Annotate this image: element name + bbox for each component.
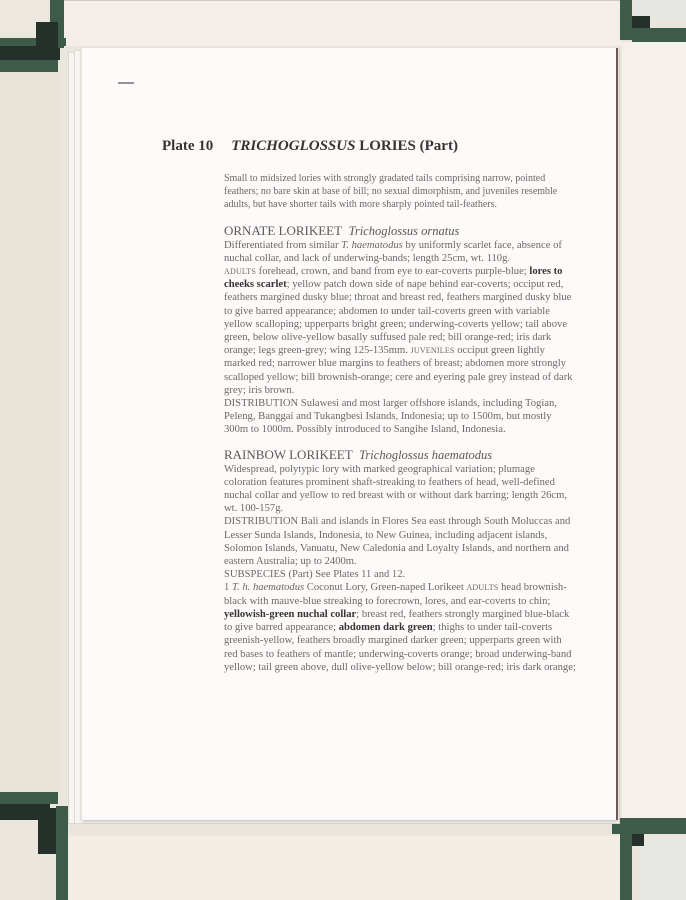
folder-corner-bottom-left — [0, 826, 40, 900]
binding-strip — [0, 792, 58, 804]
species-heading — [224, 223, 576, 239]
page-body — [224, 172, 576, 674]
text: Sulawesi and most larger offshore islands, including Togian, Peleng, Banggai and Tukangbesi Islands, Indonesia; up to 1500m, but mostly 300m to 1000m. Possibly introduced to Sangihe Island, Indonesia. — [224, 398, 557, 436]
text-bold: abdomen dark green — [338, 622, 433, 634]
binding-strip — [632, 16, 650, 28]
adults-label: ADULTS — [224, 267, 257, 277]
scientific-name: Trichoglossus ornatus — [348, 223, 460, 238]
genus-name: TRICHOGLOSSUS — [231, 138, 356, 154]
text-italic: T. haematodus — [341, 239, 403, 251]
subspecies-number: 1 — [224, 582, 232, 594]
distribution-label: DISTRIBUTION — [224, 516, 299, 528]
subspecies-common-name: Coconut Lory, Green-naped Lorikeet — [304, 582, 467, 594]
binding-strip — [38, 808, 56, 854]
text: (Part) See Plates 11 and 12. — [285, 569, 406, 581]
page-title — [162, 138, 458, 155]
adults-label: ADULTS — [466, 583, 499, 593]
text-bold: yellowish-green nuchal collar — [224, 608, 357, 620]
folder-flap-left — [0, 62, 58, 802]
text: ; breast red, feathers strongly margined blue-black to give barred appearance; — [224, 608, 570, 634]
species-subspecies — [224, 568, 576, 581]
scientific-name: Trichoglossus haematodus — [359, 447, 493, 462]
title-rest: LORIES (Part) — [355, 138, 458, 154]
plate-number: Plate 10 — [162, 138, 214, 154]
text: head brownish-black with mauve-blue streaking to forecrown, lores, and ear-coverts to chin; — [224, 582, 567, 607]
species-diagnosis — [224, 239, 576, 265]
subspecies-name: T. h. haematodus — [231, 582, 305, 594]
binding-strip — [612, 818, 686, 834]
binding-strip — [36, 22, 58, 50]
folder-flap-bottom — [66, 836, 620, 900]
juveniles-label: JUVENILES — [410, 346, 455, 356]
common-name: RAINBOW LORIKEET — [224, 446, 353, 462]
text: by uniformly scarlet face, absence of nuchal collar, and lack of underwing-bands; length 25cm, wt. 110g. — [224, 239, 562, 264]
species-adults — [224, 265, 576, 397]
text: ; thighs to under tail-coverts greenish-yellow, feathers broadly margined darker green; upperparts green with red bases to feathers of mantle; underwing-coverts orange; broad underwing-band yellow; tail green above, dull olive-yellow below; bill orange-red; iris dark orange; — [224, 622, 576, 673]
folder-flap-right — [622, 42, 686, 822]
species-distribution — [224, 397, 576, 437]
text: Differentiated from similar — [224, 239, 342, 251]
species-entry-ornate-lorikeet — [224, 223, 576, 437]
species-heading — [224, 447, 576, 463]
text: occiput green lightly marked red; narrower blue margins to feathers of breast; abdomen more strongly scalloped yellow; bill brownish-orange; cere and eyering pale grey instead of dark grey; iris brown. — [224, 345, 573, 396]
binding-strip — [620, 834, 632, 900]
binding-strip — [632, 28, 686, 42]
intro-paragraph: Small to midsized lories with strongly gradated tails comprising narrow, pointed feathers; no bare skin at base of bill; no sexual dimorphism, and juveniles resemble adults, but have shorter tails with more sharply pointed tail-feathers. — [224, 173, 558, 211]
text: forehead, crown, and band from eye to ear-coverts purple-blue; — [256, 266, 530, 278]
distribution-label: DISTRIBUTION — [224, 398, 299, 410]
text-bold: lores to cheeks scarlet — [224, 266, 563, 291]
document-page — [82, 48, 618, 820]
text: ; yellow patch down side of nape behind ear-coverts; occiput red, feathers margined dusky blue; throat and breast red, feathers margined dusky blue to give barred appearance; abdomen to under tail-coverts green with variable yellow scalloping; upperparts bright green; underwing-coverts yellow; tail above green, below olive-yellow basally suffused pale red; bill orange-red; iris dark orange; legs green-grey; wing 125-135mm. — [224, 279, 572, 357]
text: Bali and islands in Flores Sea east through South Moluccas and Lesser Sunda Islands, Indonesia, to New Guinea, including adjacent islands, Solomon Islands, Vanuatu, New Caledonia and Loyalty Islands, and northern and eastern Australia; up to 2400m. — [224, 516, 571, 568]
common-name: ORNATE LORIKEET — [224, 222, 343, 238]
folder-corner-bottom-right — [640, 838, 686, 900]
species-entry-rainbow-lorikeet — [224, 447, 576, 674]
binding-strip — [56, 806, 68, 900]
subspecies-label: SUBSPECIES — [224, 569, 286, 581]
species-description: Widespread, polytypic lory with marked geographical variation; plumage coloration features prominent shaft-streaking to feathers of head, well-defined nuchal collar and yellow to red breast with or without dark barring; length 26cm, wt. 100-157g. — [224, 463, 568, 515]
folder-flap-top — [62, 0, 622, 46]
binding-strip — [0, 60, 58, 72]
subspecies-entry — [224, 581, 576, 673]
page-mark — [118, 82, 134, 84]
species-distribution — [224, 515, 576, 568]
binding-strip — [620, 0, 632, 40]
